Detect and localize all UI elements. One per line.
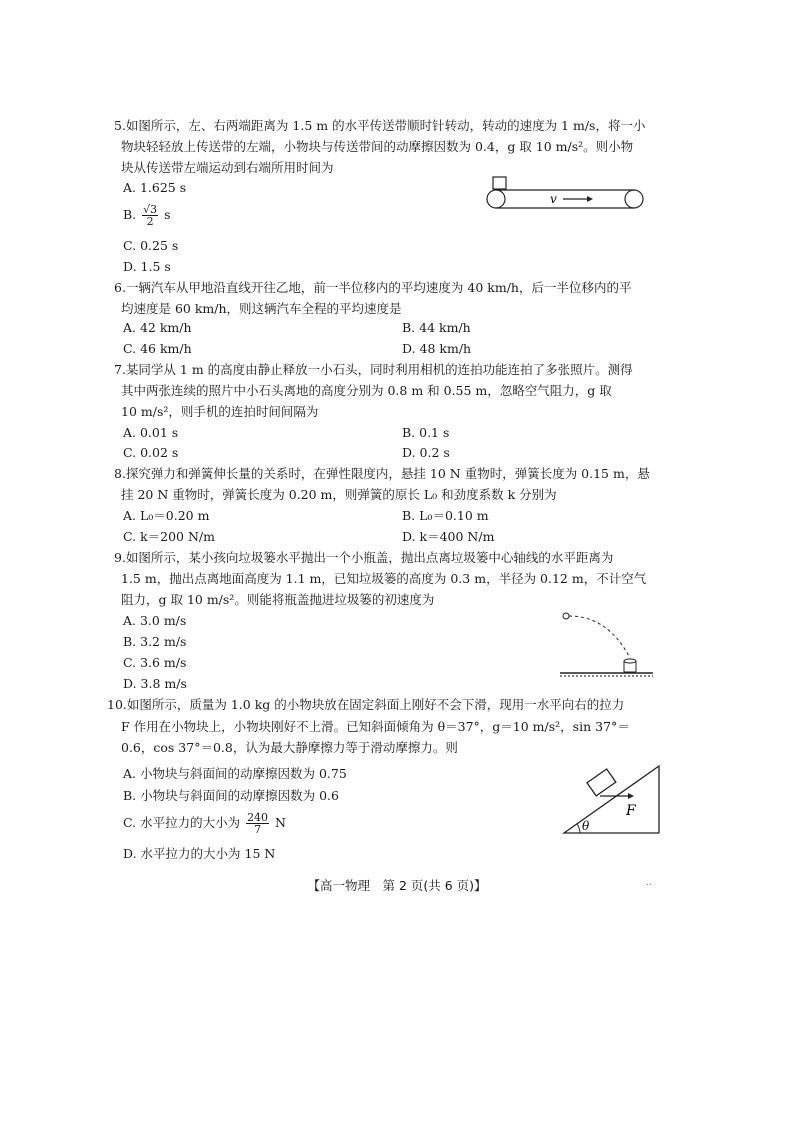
q8-option-a: A. L₀＝0.20 m bbox=[123, 508, 210, 523]
q6-option-c: C. 46 km/h bbox=[123, 341, 192, 356]
q9-line-3: 阻力，g 取 10 m/s²。则能将瓶盖抛进垃圾篓的初速度为 bbox=[121, 592, 435, 607]
q7-line-2: 其中两张连续的照片中小石头离地的高度分别为 0.8 m 和 0.55 m，忽略空气阻力，g 取 bbox=[121, 383, 612, 398]
q5-line-2: 物块轻轻放上传送带的左端，小物块与传送带间的动摩擦因数为 0.4，g 取 10 m/s²。则小物 bbox=[121, 139, 634, 154]
q8-line-1: 8.探究弹力和弹簧伸长量的关系时，在弹性限度内，悬挂 10 N 重物时，弹簧长度为 0.15 m，悬 bbox=[114, 466, 650, 481]
incline-figure bbox=[560, 762, 665, 837]
angle-arc bbox=[577, 824, 580, 833]
q10-option-c bbox=[123, 812, 286, 835]
velocity-arrowhead bbox=[587, 196, 593, 202]
q6-line-1: 6.一辆汽车从甲地沿直线开往乙地，前一半位移内的平均速度为 40 km/h，后一半位移内的平 bbox=[114, 280, 632, 295]
q7-line-3: 10 m/s²，则手机的连拍时间间隔为 bbox=[121, 404, 319, 419]
q10-option-b: B. 小物块与斜面间的动摩擦因数为 0.6 bbox=[123, 788, 339, 803]
q10-option-c-unit: N bbox=[275, 815, 286, 830]
q6-option-b: B. 44 km/h bbox=[402, 320, 471, 335]
q8-line-2: 挂 20 N 重物时，弹簧长度为 0.20 m，则弹簧的原长 L₀ 和劲度系数 k 分别为 bbox=[121, 487, 557, 502]
q8-option-b: B. L₀＝0.10 m bbox=[402, 508, 489, 523]
q9-line-2: 1.5 m，抛出点离地面高度为 1.1 m，已知垃圾篓的高度为 0.3 m，半径为 0.12 m，不计空气 bbox=[121, 571, 647, 586]
q10-option-c-denominator: 7 bbox=[254, 823, 262, 836]
left-pulley bbox=[487, 190, 505, 208]
velocity-label: v bbox=[550, 192, 557, 206]
q5-option-b-numerator: √3 bbox=[143, 203, 158, 216]
q5-option-b-fraction bbox=[142, 204, 158, 227]
q5-option-b bbox=[123, 204, 171, 227]
force-arrowhead bbox=[628, 793, 634, 799]
q7-line-1: 7.某同学从 1 m 的高度由静止释放一小石头，同时利用相机的连拍功能连拍了多张照片。测得 bbox=[114, 362, 633, 377]
q10-option-c-prefix: C. 水平拉力的大小为 bbox=[123, 815, 241, 830]
right-pulley bbox=[625, 190, 643, 208]
q7-option-c: C. 0.02 s bbox=[123, 445, 179, 460]
q8-option-d: D. k＝400 N/m bbox=[402, 529, 495, 544]
q9-option-c: C. 3.6 m/s bbox=[123, 655, 187, 670]
angle-label: θ bbox=[582, 819, 590, 833]
q10-line-3: 0.6，cos 37°＝0.8，认为最大静摩擦力等于滑动摩擦力。则 bbox=[121, 740, 458, 755]
conveyor-belt-figure bbox=[485, 175, 645, 215]
q5-option-b-prefix: B. bbox=[123, 207, 137, 222]
q5-option-c: C. 0.25 s bbox=[123, 238, 179, 253]
q10-option-a: A. 小物块与斜面间的动摩擦因数为 0.75 bbox=[123, 766, 347, 781]
q9-option-a: A. 3.0 m/s bbox=[123, 613, 187, 628]
q5-option-a: A. 1.625 s bbox=[123, 180, 187, 195]
bottle-cap bbox=[563, 613, 569, 619]
q10-line-2: F 作用在小物块上，小物块刚好不上滑。已知斜面倾角为 θ＝37°，g＝10 m/s²，sin 37°＝ bbox=[121, 719, 630, 734]
q10-option-c-numerator: 240 bbox=[247, 811, 269, 824]
q5-line-3: 块从传送带左端运动到右端所用时间为 bbox=[121, 160, 334, 175]
q9-option-d: D. 3.8 m/s bbox=[123, 676, 187, 691]
q5-option-d: D. 1.5 s bbox=[123, 259, 171, 274]
q9-option-b: B. 3.2 m/s bbox=[123, 634, 187, 649]
q9-line-1: 9.如图所示，某小孩向垃圾篓水平抛出一个小瓶盖，抛出点离垃圾篓中心轴线的水平距离为 bbox=[114, 550, 614, 565]
throw-trajectory bbox=[569, 616, 630, 658]
bin-top bbox=[624, 659, 636, 663]
q8-option-c: C. k＝200 N/m bbox=[123, 529, 215, 544]
bin-throw-figure bbox=[558, 610, 658, 680]
force-label: F bbox=[626, 803, 636, 819]
q5-option-b-unit: s bbox=[164, 207, 171, 222]
q6-line-2: 均速度是 60 km/h，则这辆汽车全程的平均速度是 bbox=[121, 301, 402, 316]
q10-option-d: D. 水平拉力的大小为 15 N bbox=[123, 846, 276, 861]
block-on-belt bbox=[493, 177, 506, 189]
corner-mark: .. bbox=[646, 878, 652, 888]
q7-option-a: A. 0.01 s bbox=[123, 425, 179, 440]
q10-option-c-fraction bbox=[246, 812, 269, 835]
block-on-incline bbox=[587, 769, 616, 796]
q6-option-a: A. 42 km/h bbox=[123, 320, 192, 335]
q6-option-d: D. 48 km/h bbox=[402, 341, 472, 356]
q7-option-d: D. 0.2 s bbox=[402, 445, 450, 460]
page-footer: 【高一物理 第 2 页(共 6 页)】 bbox=[307, 878, 487, 893]
q7-option-b: B. 0.1 s bbox=[402, 425, 450, 440]
q5-option-b-denominator: 2 bbox=[146, 215, 154, 228]
q5-line-1: 5.如图所示，左、右两端距离为 1.5 m 的水平传送带顺时针转动，转动的速度为 1 m/s，将一小 bbox=[114, 118, 646, 133]
q10-line-1: 10.如图所示，质量为 1.0 kg 的小物块放在固定斜面上刚好不会下滑，现用一水平向右的拉力 bbox=[107, 697, 625, 712]
